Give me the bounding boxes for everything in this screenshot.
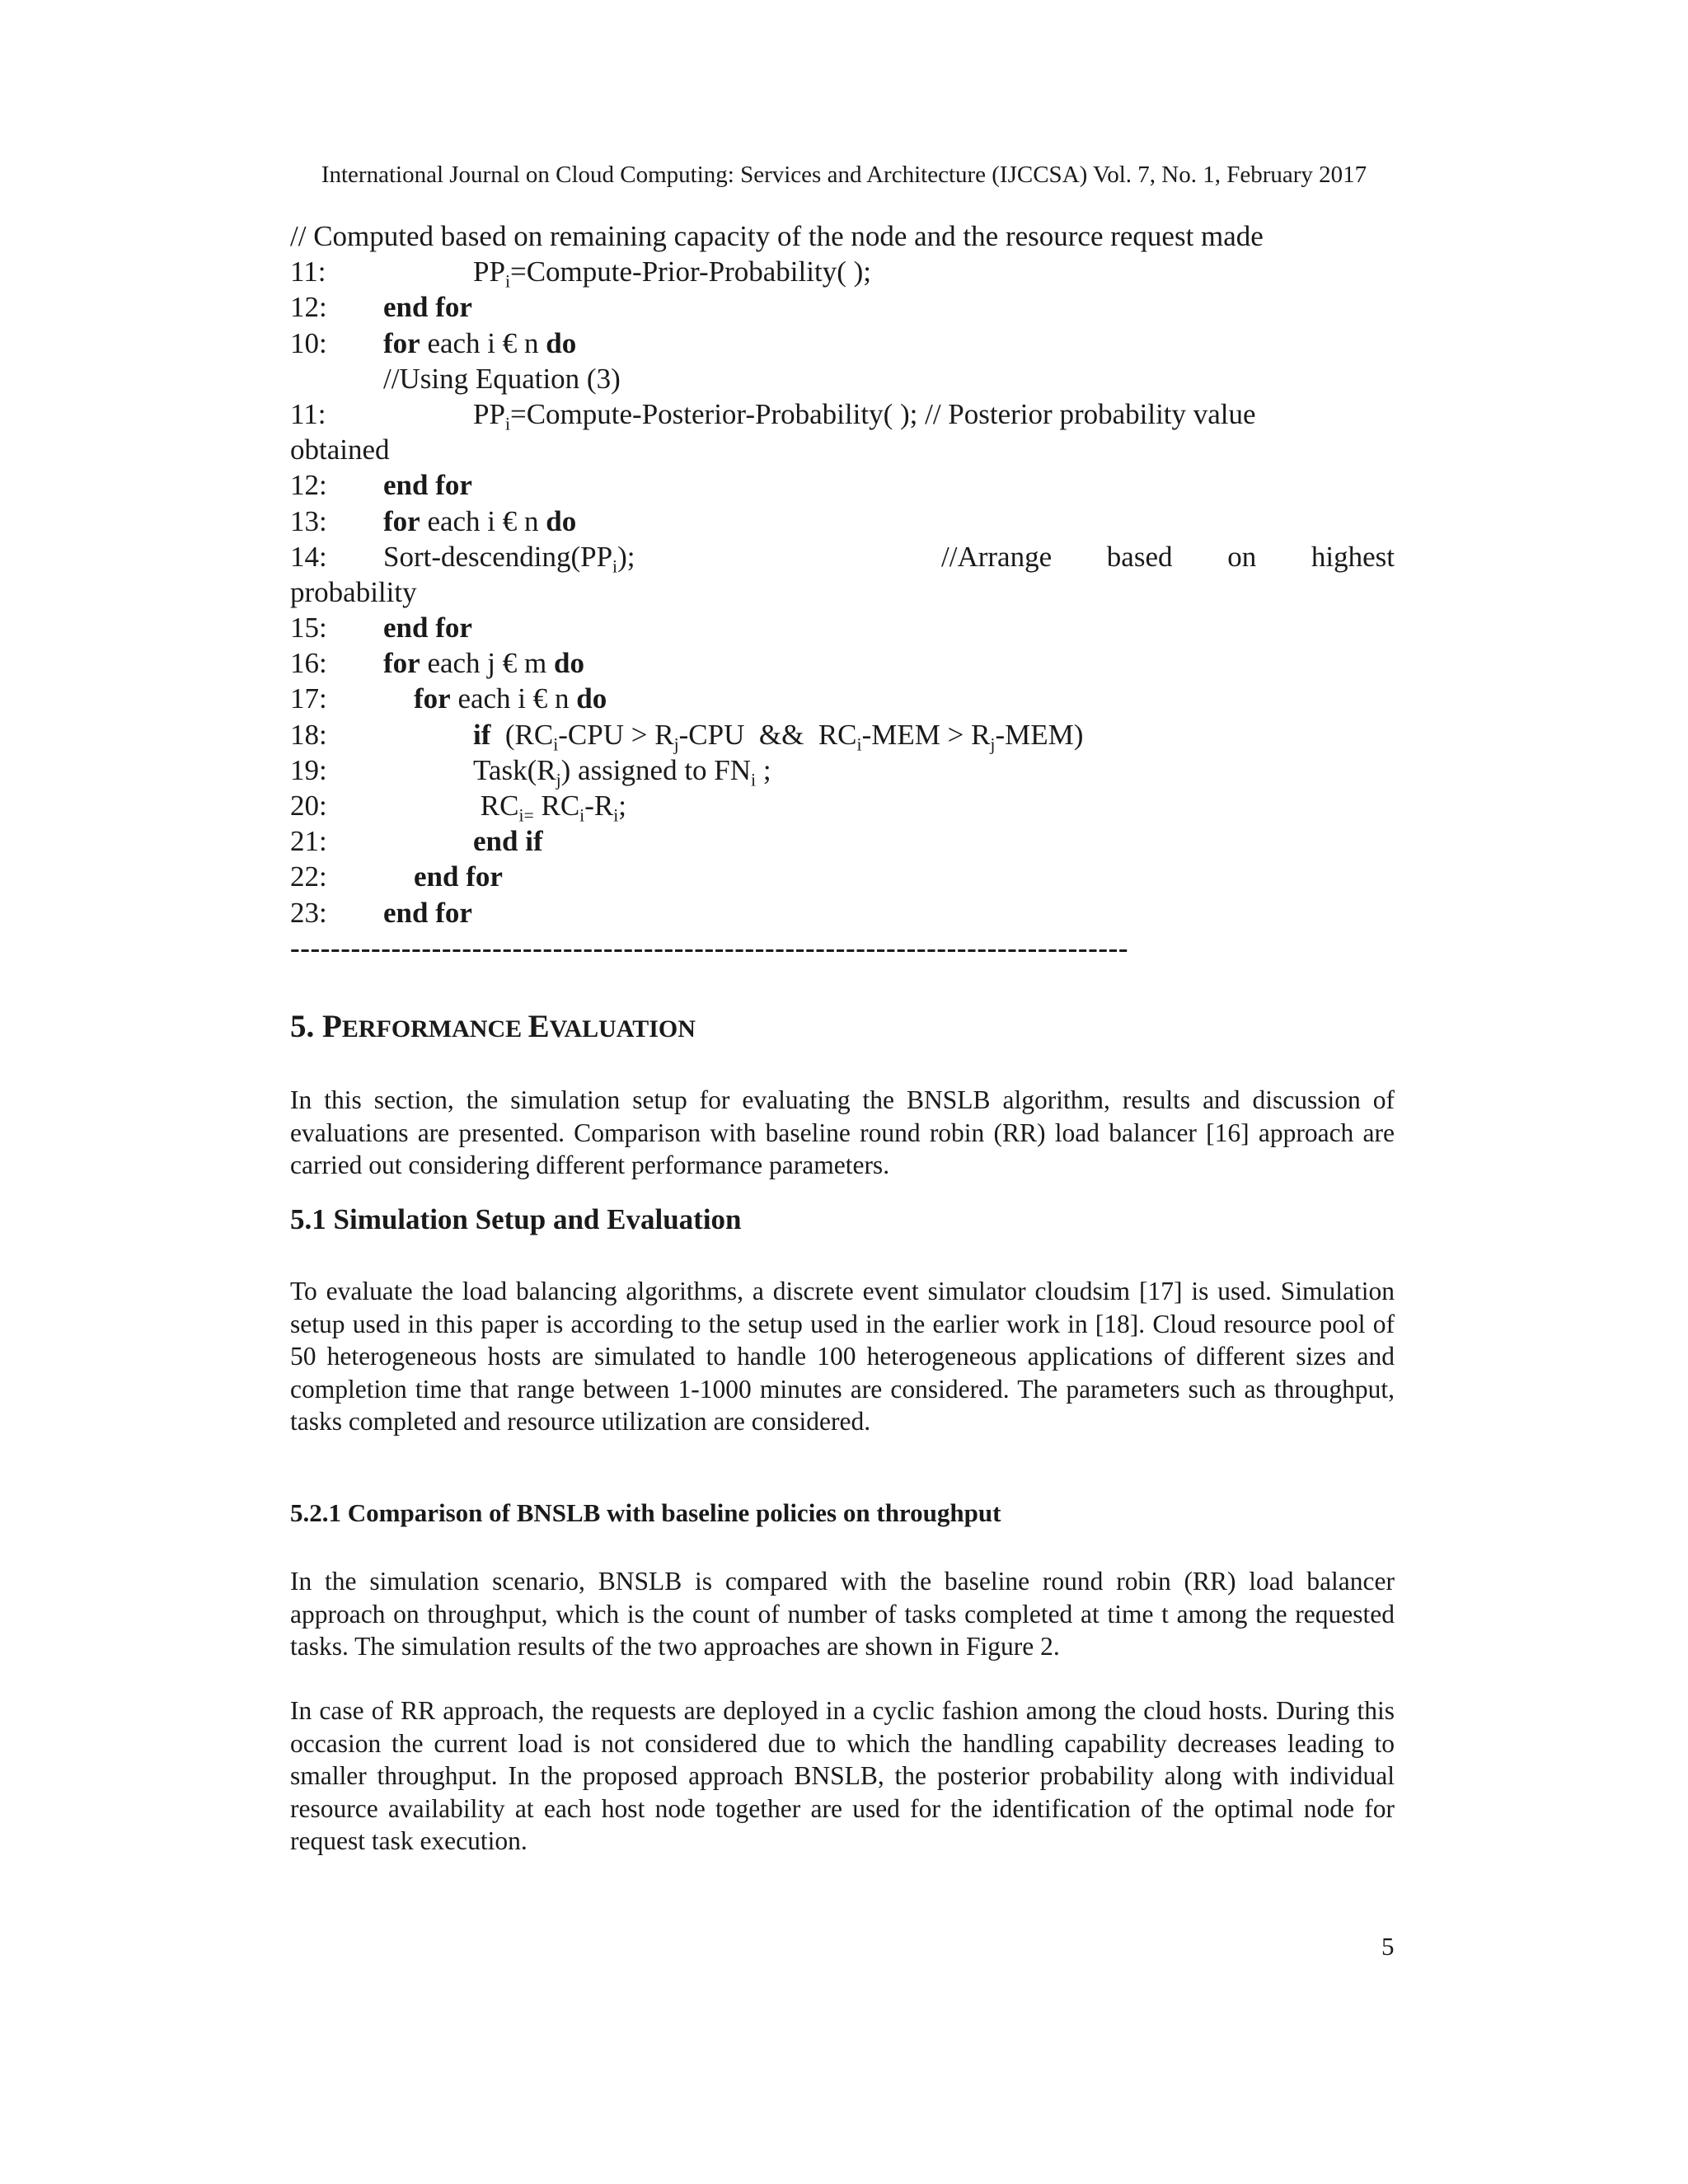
line-number: 11: (290, 397, 326, 430)
code-text: end for (383, 896, 472, 929)
code-text: for each i € n do (414, 682, 607, 715)
dashed-separator: ----------------------------------------------------------------------------------- (290, 931, 1129, 964)
line-number: 23: (290, 896, 327, 929)
section-paragraph: In case of RR approach, the requests are deployed in a cyclic fashion among the cloud hosts. During this occasion the current load is not considered due to which the handling capability decreases leading to smaller throughput. In the proposed approach BNSLB, the posterior probability along with individual resource availability at each host node together are used for the identification of the optimal node for request task execution. (290, 1696, 1395, 1855)
code-text: $Task(R_j)$ assigned to $FN_i$ ; (473, 753, 771, 790)
line-number: 22: (290, 860, 327, 893)
section-paragraph: In this section, the simulation setup for evaluating the BNSLB algorithm, results and discussion of evaluations are presented. Comparison with baseline round robin (RR) load balancer [16] approach are carried out considering different performance parameters. (290, 1085, 1395, 1179)
code-line (290, 788, 1395, 826)
code-text: end for (383, 612, 472, 644)
code-text: $RC_{i=}$ $RC_i-R_i$; (473, 790, 626, 826)
line-number: 20: (290, 790, 327, 822)
code-text: $PP_i=Compute-Posterior-Probability$( ); // Posterior probability value (473, 397, 1256, 434)
code-line (290, 645, 1395, 681)
line-number: 10: (290, 326, 327, 359)
journal-header: International Journal on Cloud Computing: Services and Architecture (IJCCSA) Vol. 7, No. 1, February 2017 (321, 162, 1367, 188)
code-line (290, 361, 1395, 396)
line-number: 18: (290, 718, 327, 751)
subsubsection-title: 5.2.1 Comparison of BNSLB with baseline policies on throughput (290, 1498, 1001, 1527)
code-text: if ($RC_i$-CPU > $R_j$-CPU && $RC_i$-MEM > $R_j-MEM$) (473, 718, 1084, 755)
code-comment: //Arrange based on highest (941, 540, 1395, 573)
code-line (290, 574, 1395, 610)
code-line (290, 326, 1395, 361)
code-line (290, 930, 1395, 966)
code-line (290, 289, 1395, 325)
code-comment: //Using Equation (3) (383, 362, 621, 395)
line-number: 12: (290, 469, 327, 502)
section-paragraph: To evaluate the load balancing algorithms, a discrete event simulator cloudsim [17] is used. Simulation setup used in this paper is according to the setup used in the earlier work in [18]. Cloud resource pool of 50 heterogeneous hosts are simulated to handle 100 heterogeneous applications of different sizes and completion time that range between 1-1000 minutes are considered. The parameters such as throughput, tasks completed and resource utilization are considered. (290, 1277, 1395, 1436)
code-line (290, 539, 1395, 577)
line-number: 11: (290, 255, 326, 288)
page-number: 5 (1381, 1932, 1395, 1961)
code-line (290, 396, 1395, 432)
code-line (290, 218, 1395, 254)
code-comment: probability (290, 575, 417, 608)
code-text: end for (414, 860, 503, 893)
code-line (290, 467, 1395, 503)
line-number: 17: (290, 682, 327, 715)
code-text: $PP_i=Compute-Prior-Probability$( ); (473, 255, 871, 292)
section-title: 5. PERFORMANCE EVALUATION (290, 1009, 696, 1044)
code-text: end for (383, 291, 472, 324)
line-number: 14: (290, 540, 327, 573)
line-number: 21: (290, 825, 327, 858)
subsection-title: 5.1 Simulation Setup and Evaluation (290, 1203, 742, 1235)
code-line (290, 823, 1395, 859)
algorithm-listing (290, 218, 1395, 966)
line-number: 15: (290, 612, 327, 644)
code-text: for each i € n do (383, 504, 577, 537)
line-number: 13: (290, 504, 327, 537)
code-line (290, 610, 1395, 645)
code-text: for each i € n do (383, 326, 577, 359)
code-line (290, 254, 1395, 292)
code-text: end for (383, 469, 472, 502)
section-paragraph: In the simulation scenario, BNSLB is compared with the baseline round robin (RR) load balancer approach on throughput, which is the count of number of tasks completed at time t among the requested tasks. The simulation results of the two approaches are shown in Figure 2. (290, 1567, 1395, 1661)
code-text: end if (473, 825, 543, 858)
code-comment: // Computed based on remaining capacity of the node and the resource request made (290, 220, 1264, 252)
code-line (290, 859, 1395, 894)
code-line (290, 504, 1395, 539)
code-text: for each j € m do (383, 647, 584, 680)
line-number: 12: (290, 291, 327, 324)
line-number: 19: (290, 753, 327, 786)
code-text: Sort-$descending(PP_i)$; (383, 540, 635, 577)
code-line (290, 895, 1395, 930)
code-line (290, 432, 1395, 467)
code-line (290, 717, 1395, 755)
code-line (290, 752, 1395, 788)
code-text: obtained (290, 434, 390, 466)
code-line (290, 681, 1395, 716)
line-number: 16: (290, 647, 327, 680)
